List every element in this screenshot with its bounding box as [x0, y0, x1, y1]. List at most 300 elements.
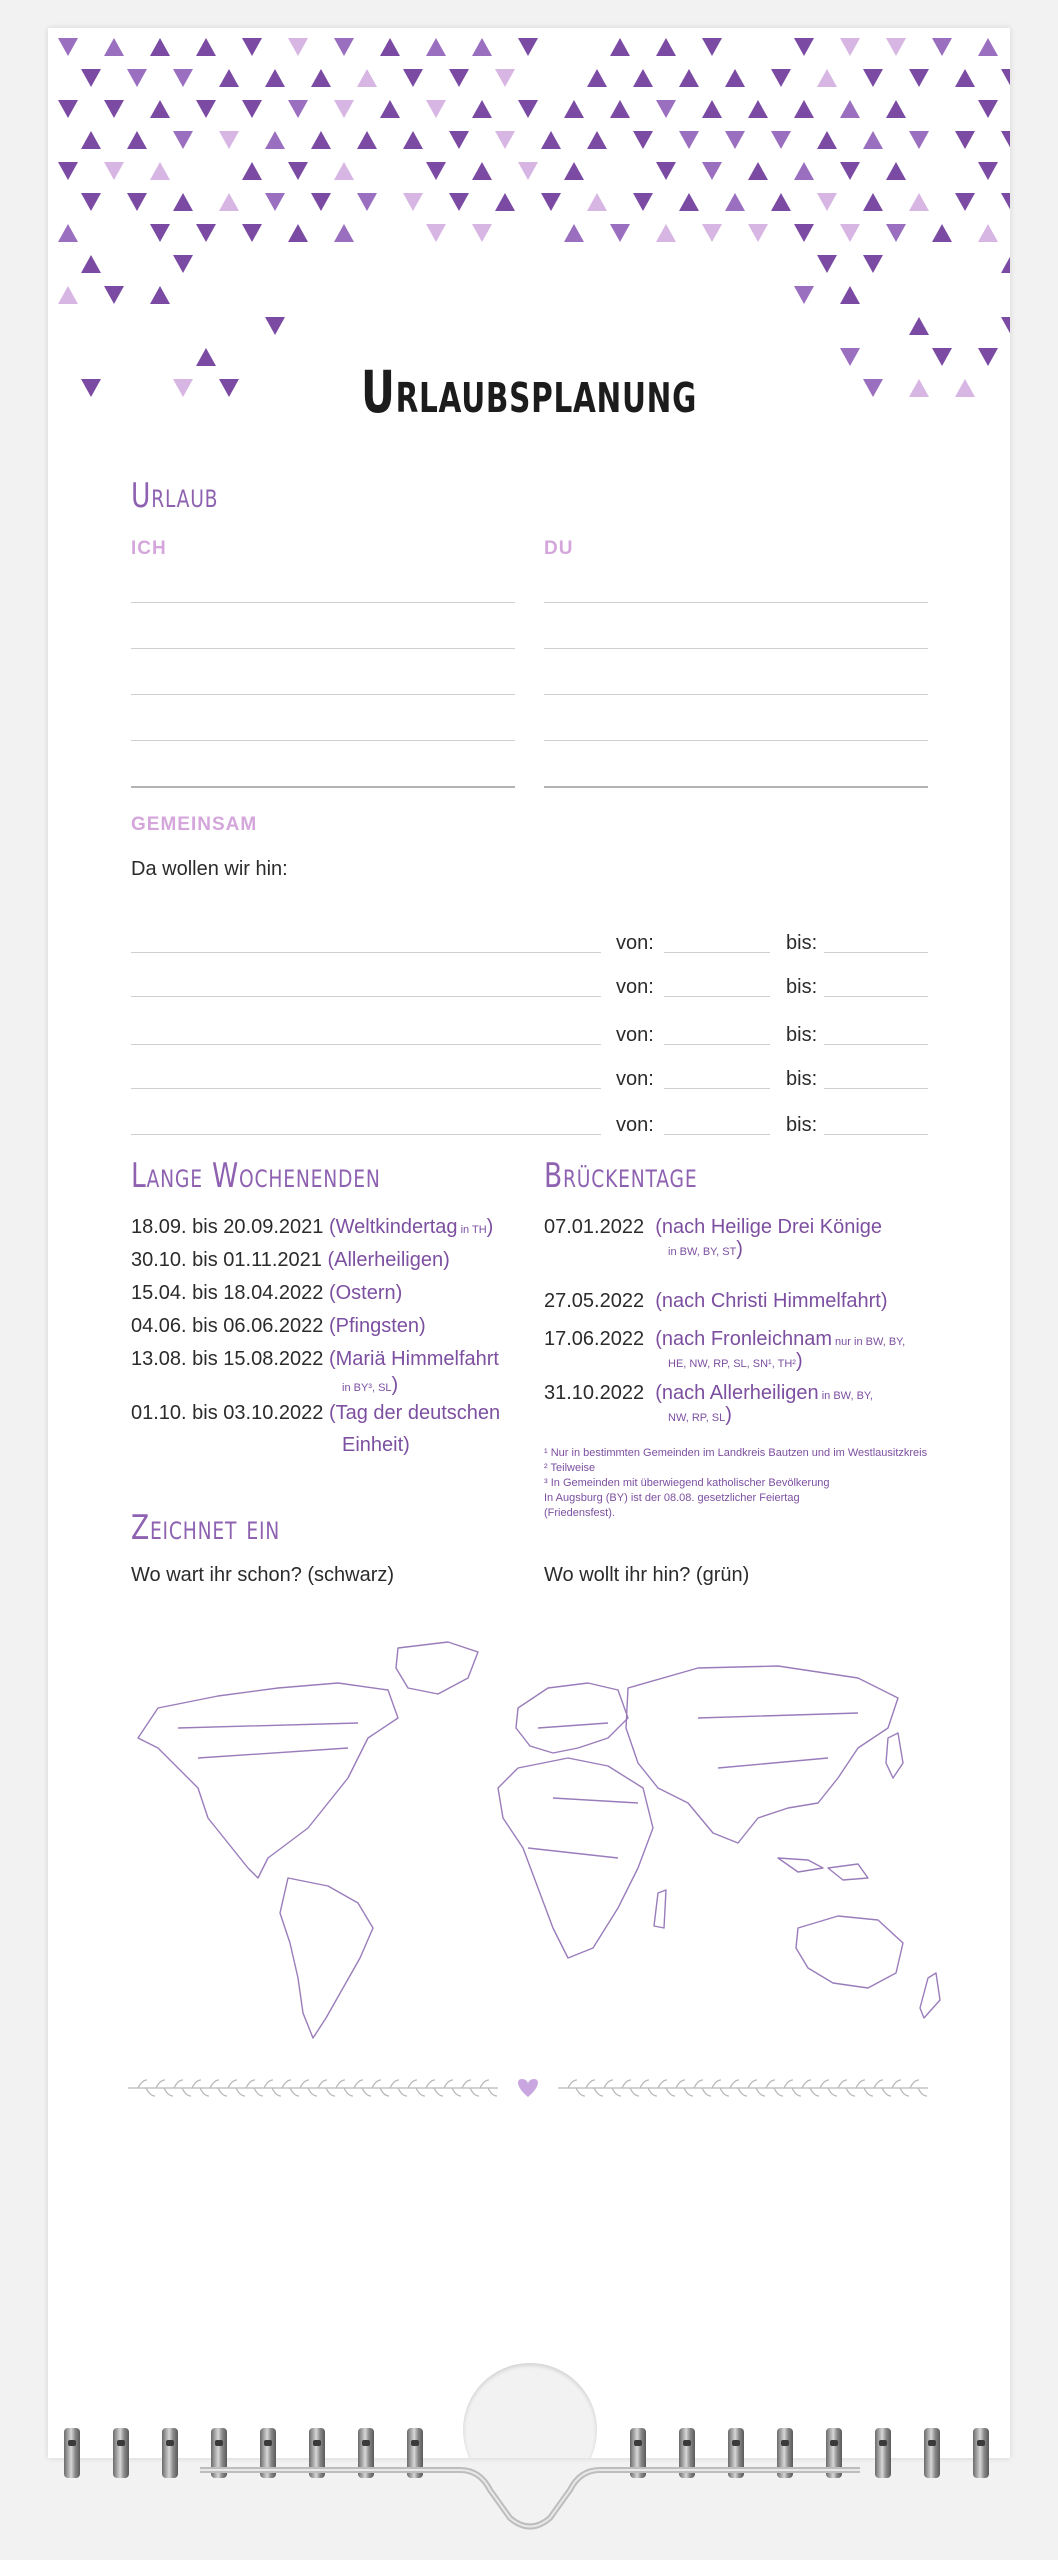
leaf-shape [344, 2088, 353, 2096]
leaf-shape [612, 2088, 621, 2096]
bridge-day-note: in BW, BY, ST) [668, 1238, 743, 1260]
triangle-shape [518, 100, 538, 118]
long-weekend-dates: 04.06. bis 06.06.2022 [131, 1315, 324, 1337]
long-weekend-dates: 13.08. bis 15.08.2022 [131, 1348, 324, 1370]
triangle-shape [150, 286, 170, 304]
leaf-shape [702, 2088, 711, 2096]
triangle-shape [81, 255, 101, 273]
destination-line[interactable] [131, 1134, 601, 1135]
leaf-shape [810, 2088, 819, 2096]
leaf-shape [828, 2088, 837, 2096]
leaf-shape [882, 2088, 891, 2096]
triangle-shape [1001, 255, 1010, 273]
triangle-shape [794, 224, 814, 242]
bridge-day-item [544, 1290, 888, 1313]
leaf-shape [434, 2088, 443, 2096]
triangle-shape [426, 224, 446, 242]
triangle-shape [288, 162, 308, 180]
leaf-shape [192, 2080, 201, 2088]
europe-outline [516, 1683, 628, 1753]
triangle-shape [426, 100, 446, 118]
triangle-shape [656, 38, 676, 56]
triangle-shape [357, 193, 377, 211]
leaf-shape [416, 2088, 425, 2096]
triangle-shape [265, 193, 285, 211]
leaf-shape [146, 2088, 155, 2096]
triangle-shape [610, 100, 630, 118]
triangle-shape [955, 131, 975, 149]
triangle-shape [610, 38, 630, 56]
triangle-shape [771, 131, 791, 149]
long-weekend-item [131, 1315, 426, 1338]
triangle-shape [242, 162, 262, 180]
triangle-shape [863, 131, 883, 149]
triangle-shape [150, 162, 170, 180]
leaf-shape [174, 2080, 183, 2088]
leaf-shape [426, 2080, 435, 2088]
triangle-shape [840, 100, 860, 118]
leaf-shape [138, 2080, 147, 2088]
triangle-shape [426, 162, 446, 180]
triangle-shape [679, 131, 699, 149]
triangle-shape [265, 131, 285, 149]
binding-ring [973, 2428, 989, 2478]
triangle-shape [242, 224, 262, 242]
triangle-shape [817, 255, 837, 273]
leaf-shape [748, 2080, 757, 2088]
leaf-shape [586, 2080, 595, 2088]
triangle-shape [587, 69, 607, 87]
triangle-shape [955, 379, 975, 397]
triangle-shape [541, 131, 561, 149]
leaf-shape [712, 2080, 721, 2088]
leaf-shape [766, 2080, 775, 2088]
destination-line[interactable] [131, 1044, 601, 1045]
leaf-shape [210, 2080, 219, 2088]
indonesia-outline [778, 1858, 868, 1880]
bis-label: bis: [786, 1114, 818, 1136]
triangle-shape [817, 193, 837, 211]
von-date-line[interactable] [664, 952, 770, 953]
triangle-shape [472, 224, 492, 242]
triangle-shape [495, 193, 515, 211]
triangle-shape [748, 100, 768, 118]
bridge-day-date: 07.01.2022 [544, 1216, 645, 1238]
von-date-line[interactable] [664, 1044, 770, 1045]
triangle-shape [288, 38, 308, 56]
leaf-shape [398, 2088, 407, 2096]
triangle-shape [725, 69, 745, 87]
triangle-shape [932, 38, 952, 56]
leaf-shape [200, 2088, 209, 2096]
bridge-day-date: 31.10.2022 [544, 1382, 645, 1404]
leaf-shape [622, 2080, 631, 2088]
triangle-shape [771, 193, 791, 211]
leaf-shape [300, 2080, 309, 2088]
leaf-shape [308, 2088, 317, 2096]
triangle-shape [840, 286, 860, 304]
triangle-shape [196, 100, 216, 118]
leaf-shape [576, 2088, 585, 2096]
footnote: ³ In Gemeinden mit überwiegend katholischer Bevölkerung [544, 1477, 830, 1489]
leaf-shape [846, 2088, 855, 2096]
triangle-shape [564, 224, 584, 242]
leaf-shape [488, 2088, 497, 2096]
calendar-page [48, 28, 1010, 2458]
triangle-shape [472, 38, 492, 56]
ich-line[interactable] [131, 740, 515, 741]
greenland-outline [396, 1642, 478, 1694]
bridge-day-note: NW, RP, SL) [668, 1404, 732, 1426]
leaf-shape [910, 2080, 919, 2088]
triangle-shape [357, 69, 377, 87]
triangle-shape [58, 100, 78, 118]
triangle-shape [127, 69, 147, 87]
visited-prompt: Wo wart ihr schon? (schwarz) [131, 1564, 395, 1586]
triangle-shape [104, 100, 124, 118]
footnote: In Augsburg (BY) ist der 08.08. gesetzlicher Feiertag [544, 1492, 800, 1504]
triangle-shape [978, 162, 998, 180]
leaf-shape [264, 2080, 273, 2088]
triangle-shape [150, 38, 170, 56]
triangle-shape [104, 162, 124, 180]
leaf-shape [372, 2080, 381, 2088]
hanger-wire-icon [200, 2440, 860, 2530]
triangle-shape [311, 131, 331, 149]
von-label: von: [616, 932, 654, 954]
long-weekend-dates: 18.09. bis 20.09.2021 [131, 1216, 324, 1238]
leaf-shape [282, 2080, 291, 2088]
binding-ring [64, 2428, 80, 2478]
triangle-shape [587, 131, 607, 149]
north-america-outline [138, 1683, 398, 1878]
leaf-shape [568, 2080, 577, 2088]
new-zealand-outline [920, 1973, 940, 2018]
triangle-shape [909, 131, 929, 149]
bridge-day-holiday: (nach Allerheiligen [655, 1382, 819, 1404]
triangle-shape [242, 38, 262, 56]
long-weekend-holiday-cont: Einheit) [342, 1434, 410, 1456]
leaf-shape [900, 2088, 909, 2096]
destination-line[interactable] [131, 1088, 601, 1089]
triangle-shape [932, 224, 952, 242]
triangle-shape [196, 224, 216, 242]
leaf-shape [918, 2088, 927, 2096]
bridge-day-date: 27.05.2022 [544, 1290, 645, 1312]
leaf-shape [594, 2088, 603, 2096]
leaf-shape [658, 2080, 667, 2088]
triangle-shape [702, 100, 722, 118]
triangle-shape [58, 286, 78, 304]
triangle-shape [955, 193, 975, 211]
footnote: ² Teilweise [544, 1462, 596, 1474]
leaf-shape [604, 2080, 613, 2088]
leaf-shape [738, 2088, 747, 2096]
leaf-shape [362, 2088, 371, 2096]
ich-line[interactable] [131, 694, 515, 695]
leaf-shape [452, 2088, 461, 2096]
triangle-shape [1001, 69, 1010, 87]
du-line[interactable] [544, 740, 928, 741]
wishlist-prompt: Wo wollt ihr hin? (grün) [544, 1564, 750, 1586]
leaf-shape [236, 2088, 245, 2096]
ich-line[interactable] [131, 648, 515, 649]
leaf-shape [648, 2088, 657, 2096]
bis-date-line[interactable] [824, 1134, 928, 1135]
bis-date-line[interactable] [824, 1044, 928, 1045]
triangle-shape [541, 193, 561, 211]
bis-date-line[interactable] [824, 996, 928, 997]
triangle-shape [334, 224, 354, 242]
triangle-shape [518, 38, 538, 56]
bis-date-line[interactable] [824, 952, 928, 953]
triangle-shape [564, 162, 584, 180]
triangle-shape [633, 193, 653, 211]
bridge-day-note: HE, NW, RP, SL, SN¹, TH²) [668, 1350, 803, 1372]
long-weekend-note: in TH [457, 1224, 487, 1236]
triangle-shape [748, 224, 768, 242]
triangle-shape [288, 224, 308, 242]
gemeinsam-heading: GEMEINSAM [131, 814, 258, 835]
triangle-shape [449, 193, 469, 211]
leaf-shape [218, 2088, 227, 2096]
page-title: Urlaubsplanung [360, 358, 698, 426]
long-weekend-dates: 15.04. bis 18.04.2022 [131, 1282, 324, 1304]
leaf-shape [720, 2088, 729, 2096]
triangle-shape [909, 193, 929, 211]
long-weekend-holiday: (Allerheiligen) [327, 1249, 450, 1271]
von-date-line[interactable] [664, 1134, 770, 1135]
triangle-shape [771, 69, 791, 87]
von-date-line[interactable] [664, 1088, 770, 1089]
leaf-shape [630, 2088, 639, 2096]
triangle-shape [426, 38, 446, 56]
lange-wochenenden-heading: Lange Wochenenden [131, 1156, 381, 1196]
triangle-shape [725, 193, 745, 211]
leaf-shape [838, 2080, 847, 2088]
triangle-shape [104, 286, 124, 304]
triangle-shape [81, 379, 101, 397]
long-weekend-dates: 01.10. bis 03.10.2022 [131, 1402, 324, 1424]
von-label: von: [616, 1068, 654, 1090]
triangle-shape [150, 224, 170, 242]
von-label: von: [616, 976, 654, 998]
leaf-shape [684, 2088, 693, 2096]
africa-outline [498, 1758, 653, 1958]
triangle-shape [173, 255, 193, 273]
triangle-shape [81, 193, 101, 211]
von-label: von: [616, 1024, 654, 1046]
leaf-shape [228, 2080, 237, 2088]
triangle-shape [794, 162, 814, 180]
triangle-shape [886, 38, 906, 56]
leaf-shape [874, 2080, 883, 2088]
leaf-shape [774, 2088, 783, 2096]
triangle-shape [58, 162, 78, 180]
triangle-shape [817, 69, 837, 87]
triangle-shape [656, 100, 676, 118]
bis-label: bis: [786, 976, 818, 998]
triangle-shape [173, 131, 193, 149]
triangle-shape [334, 100, 354, 118]
du-line[interactable] [544, 694, 928, 695]
triangle-shape [472, 162, 492, 180]
triangle-shape [1001, 193, 1010, 211]
ich-line[interactable] [131, 786, 515, 788]
triangle-shape [702, 38, 722, 56]
leaf-shape [462, 2080, 471, 2088]
leaf-shape [164, 2088, 173, 2096]
triangle-shape [909, 69, 929, 87]
long-weekend-holiday: (Weltkindertag [328, 1216, 458, 1238]
binding-ring [875, 2428, 891, 2478]
leaf-shape [856, 2080, 865, 2088]
south-america-outline [280, 1878, 373, 2038]
long-weekend-holiday: (Pfingsten) [328, 1315, 426, 1337]
triangle-shape [587, 193, 607, 211]
japan-outline [886, 1733, 903, 1778]
asia-outline [626, 1666, 898, 1843]
triangle-shape [334, 162, 354, 180]
triangle-shape [472, 100, 492, 118]
long-weekend-holiday: (Ostern) [328, 1282, 403, 1304]
bridge-day-holiday: (nach Fronleichnam [655, 1328, 832, 1350]
bridge-day-note: in BW, BY, [818, 1390, 873, 1402]
triangle-shape [288, 100, 308, 118]
long-weekend-item [131, 1249, 450, 1272]
leaf-shape [182, 2088, 191, 2096]
triangle-shape [265, 69, 285, 87]
du-column-label: DU [544, 538, 574, 559]
long-weekend-item [131, 1348, 499, 1371]
triangle-shape [978, 38, 998, 56]
triangle-shape [518, 162, 538, 180]
leaf-shape [802, 2080, 811, 2088]
long-weekend-holiday: (Mariä Himmelfahrt [328, 1348, 499, 1370]
ich-column-label: ICH [131, 538, 167, 559]
triangle-shape [978, 348, 998, 366]
bis-label: bis: [786, 1024, 818, 1046]
triangle-shape [656, 162, 676, 180]
leaf-shape [354, 2080, 363, 2088]
triangle-shape [702, 162, 722, 180]
triangle-shape [978, 224, 998, 242]
leaf-shape [390, 2080, 399, 2088]
leaf-shape [444, 2080, 453, 2088]
triangle-shape [932, 348, 952, 366]
brueckentage-heading: Brückentage [544, 1156, 698, 1196]
world-map-icon[interactable] [98, 1628, 968, 2068]
bridge-day-item [544, 1216, 882, 1239]
leaf-shape [408, 2080, 417, 2088]
leaf-shape [730, 2080, 739, 2088]
triangle-shape [173, 193, 193, 211]
triangle-shape [794, 100, 814, 118]
heart-icon [518, 2079, 538, 2097]
footnote: ¹ Nur in bestimmten Gemeinden im Landkreis Bautzen und im Westlausitzkreis [544, 1447, 928, 1459]
bridge-day-item [544, 1382, 873, 1405]
footnote: (Friedensfest). [544, 1507, 615, 1519]
bis-date-line[interactable] [824, 1088, 928, 1089]
triangle-shape [311, 193, 331, 211]
du-line[interactable] [544, 648, 928, 649]
triangle-shape [725, 131, 745, 149]
leaf-shape [156, 2080, 165, 2088]
leaf-shape [254, 2088, 263, 2096]
triangle-shape [449, 131, 469, 149]
triangle-shape [656, 224, 676, 242]
bridge-day-holiday: (nach Heilige Drei Könige [655, 1216, 883, 1238]
vine-divider-icon [128, 2073, 928, 2103]
triangle-shape [104, 38, 124, 56]
urlaub-heading: Urlaub [131, 476, 219, 516]
triangle-shape [679, 69, 699, 87]
triangle-shape [150, 100, 170, 118]
leaf-shape [784, 2080, 793, 2088]
long-weekend-item [131, 1282, 402, 1305]
bridge-day-holiday: (nach Christi Himmelfahrt) [655, 1290, 888, 1312]
destination-line[interactable] [131, 996, 601, 997]
du-line[interactable] [544, 602, 928, 603]
leaf-shape [864, 2088, 873, 2096]
von-date-line[interactable] [664, 996, 770, 997]
triangle-shape [886, 224, 906, 242]
triangle-shape [863, 255, 883, 273]
triangle-shape [196, 38, 216, 56]
triangle-shape [978, 100, 998, 118]
triangle-shape [219, 193, 239, 211]
leaf-shape [676, 2080, 685, 2088]
bis-label: bis: [786, 932, 818, 954]
zeichnet-ein-heading: Zeichnet ein [131, 1508, 281, 1548]
long-weekend-note: in BY³, SL) [342, 1374, 399, 1396]
triangle-shape [955, 69, 975, 87]
long-weekend-holiday: (Tag der deutschen [328, 1402, 501, 1424]
leaf-shape [326, 2088, 335, 2096]
leaf-shape [666, 2088, 675, 2096]
destination-line[interactable] [131, 952, 601, 953]
australia-outline [796, 1916, 903, 1988]
triangle-shape [863, 69, 883, 87]
triangle-shape [840, 224, 860, 242]
leaf-shape [272, 2088, 281, 2096]
triangle-shape [679, 193, 699, 211]
triangle-shape [817, 131, 837, 149]
triangle-shape [219, 131, 239, 149]
triangle-shape [403, 193, 423, 211]
bridge-day-date: 17.06.2022 [544, 1328, 645, 1350]
leaf-shape [480, 2080, 489, 2088]
triangle-shape [242, 100, 262, 118]
ich-line[interactable] [131, 602, 515, 603]
triangle-shape [380, 38, 400, 56]
triangle-shape [564, 100, 584, 118]
leaf-shape [246, 2080, 255, 2088]
gemeinsam-prompt: Da wollen wir hin: [131, 858, 288, 880]
triangle-shape [58, 38, 78, 56]
leaf-shape [318, 2080, 327, 2088]
leaf-shape [470, 2088, 479, 2096]
triangle-shape [886, 162, 906, 180]
leaf-shape [756, 2088, 765, 2096]
du-line[interactable] [544, 786, 928, 788]
triangle-shape [334, 38, 354, 56]
triangle-shape [81, 69, 101, 87]
triangle-shape [219, 69, 239, 87]
triangle-shape [495, 131, 515, 149]
triangle-shape [909, 379, 929, 397]
binding-ring [924, 2428, 940, 2478]
